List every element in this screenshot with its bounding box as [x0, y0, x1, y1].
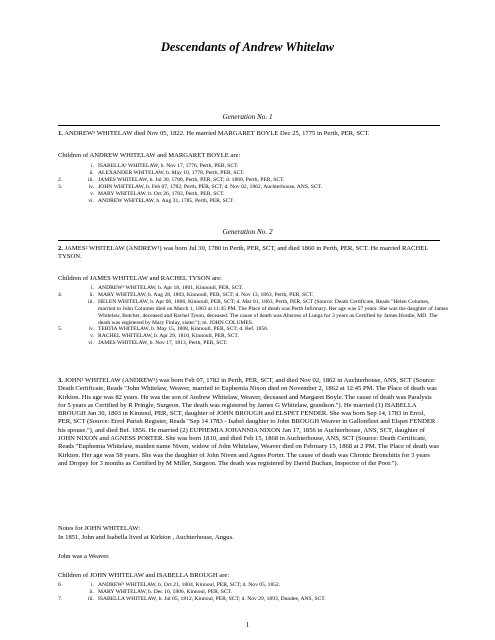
child-entry-text: ANDREW WHITELAW, b. Aug 31, 1785, Perth, PER, SCT. [98, 197, 234, 204]
person-2-entry [58, 245, 440, 262]
generation-2-heading: Generation No. 2 [222, 228, 273, 236]
child-entry-number [58, 299, 82, 327]
child-entry-roman: iv. [88, 326, 94, 333]
child-entry-number: 3. [58, 183, 63, 190]
generation-1-divider [58, 125, 440, 126]
child-entry-text: ISABELLA² WHITELAW, b. Nov 17, 1776, Perth, PER, SCT. [98, 163, 239, 169]
child-entry-text: ALEXANDER WHITELAW, b. May 10, 1778, Perth, PER, SCT. [98, 169, 245, 176]
child-entry [58, 170, 448, 177]
person-3-children-intro: Children of JOHN WHITELAW and ISABELLA BROUGH are: [58, 572, 230, 579]
child-entry-text: MARY WHITELAW, b. Oct 26, 1783, Perth, PER, SCT. [98, 190, 225, 197]
document-title: Descendants of Andrew Whitelaw [160, 40, 335, 54]
child-entry-text: MARY WHITELAW, b. Aug 28, 1803, Kinnoull, PER, SCT; d. Nov 13, 1863, Perth, PER, SCT. [98, 291, 314, 298]
child-entry-number [58, 191, 82, 198]
person-3-text: JOHN² WHITELAW (ANDREW¹) was born Feb 07, 1782 in Perth, PER, SCT, and died Nov 02, 1862 in Auchterhouse, ANS, SCT (Source: Death Certificate, Reads "John Whitelaw, Weaver, married to Euphemia Nixon died on November 2, 1862 at 12:45 PM. The Place of death was Kirkton. His age was 82 years. He was the son of Andrew Whitelaw, Weaver, deceased and Margaret Boyle. The cause of death was Paralysis for 5 years as Certified by R Pringle, Surgeon. The death was registered by James G Whitelaw, grandson."). He married (1) ISABELLA BROUGH Jan 30, 1803 in Kinnoul, PER, SCT, daughter of JOHN BROUGH and ELSPET FENDER. She was born Sep 14, 1783 in Errol, PER, SCT (Source: Errol Parish Register, Reads "Sep 14 1783 - Isabel daughter to John BROUGH Weaver in Gallonfleet and Elspet FENDER his spouse."), and died Bef. 1856. He married (2) EUPHEMIA JOHANNIA NIXON Jan 17, 1856 in Auchterhouse, ANS, SCT, daughter of JOHN NIXON and AGNESS PORTER. She was born 1810, and died Feb 15, 1868 in Auchterhouse, ANS, SCT (Source: Death Certificate, Reads "Euphemia Whitelaw, maiden name Niven, widow of John Whitelaw, Weaver died on February 15, 1868 at 2 PM. The Place of death was Kirkton. Her age was 58 years. She was the daughter of John Niven and Agnes Porter. The cause of death was Chronic Bronchitis for 3 years and Dropsy for 3 months as Certified by M Miller, Surgeon. The death was registered by David Buchan, Inspector of the Poor."). [58, 377, 439, 467]
child-entry [58, 299, 448, 327]
child-entry-number [58, 333, 82, 340]
child-entry-roman: ii. [89, 588, 94, 595]
person-3-notes-label: Notes for JOHN WHITELAW: [58, 525, 141, 532]
child-entry-number: 7. [58, 595, 63, 602]
person-2-children-intro: Children of JAMES WHITELAW and RACHEL TYSON are: [58, 275, 222, 282]
person-2-number: 2. [58, 245, 63, 252]
child-entry-text: TERTIA WHITELAW, b. May 15, 1808, Kinnoull, PER, SCT; d. Bef. 1856. [98, 326, 269, 333]
child-entry [58, 163, 448, 170]
child-entry-number [58, 285, 82, 292]
child-entry [58, 198, 448, 205]
child-entry [58, 340, 448, 347]
child-entry [58, 589, 448, 596]
child-entry-roman: iii. [87, 595, 94, 602]
child-entry-roman: i. [91, 285, 94, 291]
person-2-text: JAMES² WHITELAW (ANDREW¹) was born Jul 30, 1780 in Perth, PER, SCT, and died 1860 in Perth, PER, SCT. He married RACHEL TYSON. [58, 245, 429, 261]
person-1-children-list [58, 163, 448, 204]
person-1-children-intro: Children of ANDREW WHITELAW and MARGARET BOYLE are: [58, 152, 241, 159]
child-entry-roman: vi. [88, 197, 94, 204]
child-entry-number [58, 163, 82, 170]
person-1-number: 1. [58, 130, 63, 137]
child-entry [58, 177, 448, 184]
page-number: 1 [245, 621, 250, 629]
child-entry [58, 596, 448, 603]
person-1-text: ANDREW¹ WHITELAW died Nov 05, 1822. He married MARGARET BOYLE Dec 25, 1775 in Perth, PER, SCT. [64, 130, 370, 137]
child-entry-number: 5. [58, 326, 63, 333]
child-entry-roman: ii. [89, 169, 94, 176]
child-entry-roman: i. [91, 163, 94, 169]
child-entry [58, 285, 448, 292]
person-3-occupation: John was a Weaver. [58, 553, 110, 560]
child-entry-roman: iii. [87, 176, 94, 183]
child-entry-number [58, 198, 82, 205]
child-entry-text: ISABELLA WHITELAW, b. Jul 05, 1812, Kinnoul, PER, SCT; d. Nov 29, 1893, Dundee, ANS, SCT. [98, 595, 326, 602]
child-entry [58, 333, 448, 340]
child-entry-text: JOHN WHITELAW, b. Feb 07, 1782, Perth, PER, SCT; d. Nov 02, 1862, Auchterhouse, ANS, SCT. [98, 183, 322, 190]
child-entry-number [58, 170, 82, 177]
child-entry [58, 326, 448, 333]
child-entry-text: ANDREW³ WHITELAW, b. Apr 18, 1801, Kinnoull, PER, SCT. [98, 285, 243, 291]
child-entry-roman: iv. [88, 183, 94, 190]
person-2-children-list [58, 285, 448, 347]
generation-2-divider [58, 240, 440, 241]
person-1-entry [58, 130, 440, 138]
child-entry-text: HELEN WHITELAW, b. Apr 06, 1806, Kinnoull, PER, SCT; d. Mar 01, 1863, Perth, PER, SCT (Source: Death Certificate, Reads "Helen Columes, married to John Columes died on March 1, 1863 at 11:45 PM. The Place of death was Perth Infirmary. Her age was 57 years. She was the daughter of James Whitelaw, Butcher, deceased and Rachel Tyson, deceased. The cause of death was Abscess of Lungs for 3 years as Certified by James Hurdie, MD. The death was registered by Mary Finlay, sister."); m. JOHN COLUMES. [98, 298, 448, 326]
child-entry [58, 191, 448, 198]
child-entry-roman: i. [91, 582, 94, 588]
person-3-children-list [58, 582, 448, 603]
child-entry-number [58, 589, 82, 596]
child-entry-number: 4. [58, 291, 63, 298]
child-entry [58, 184, 448, 191]
child-entry-text: MARY WHITELAW, b. Dec 10, 1806, Kinnoul, PER, SCT. [98, 588, 232, 595]
child-entry-roman: ii. [89, 291, 94, 298]
child-entry-roman: vi. [88, 340, 94, 347]
child-entry [58, 292, 448, 299]
child-entry-roman: v. [90, 190, 94, 197]
child-entry-number: 2. [58, 176, 63, 183]
generation-1-heading: Generation No. 1 [222, 113, 273, 121]
child-entry-number [58, 340, 82, 347]
child-entry-text: JAMES WHITELAW, b. Nov 17, 1813, Perth, PER, SCT. [98, 340, 228, 347]
person-3-number: 3. [58, 377, 63, 384]
person-3-entry [58, 377, 440, 468]
child-entry-text: RACHEL WHITELAW, b. Apr 29, 1810, Kinnoull, PER, SCT. [98, 333, 239, 340]
child-entry-text: JAMES WHITELAW, b. Jul 30, 1780, Perth, PER, SCT; d. 1860, Perth, PER, SCT. [98, 176, 285, 183]
child-entry-text: ANDREW³ WHITELAW, b. Oct 21, 1804, Kinnoul, PER, SCT; d. Nov 05, 1852. [98, 582, 281, 588]
child-entry-number: 6. [58, 582, 63, 588]
child-entry-roman: v. [90, 333, 94, 340]
person-3-notes-text: In 1851, John and Isabella lived at Kirkton , Auchterhouse, Angus. [58, 534, 234, 541]
child-entry [58, 582, 448, 589]
child-entry-roman: iii. [87, 298, 94, 305]
